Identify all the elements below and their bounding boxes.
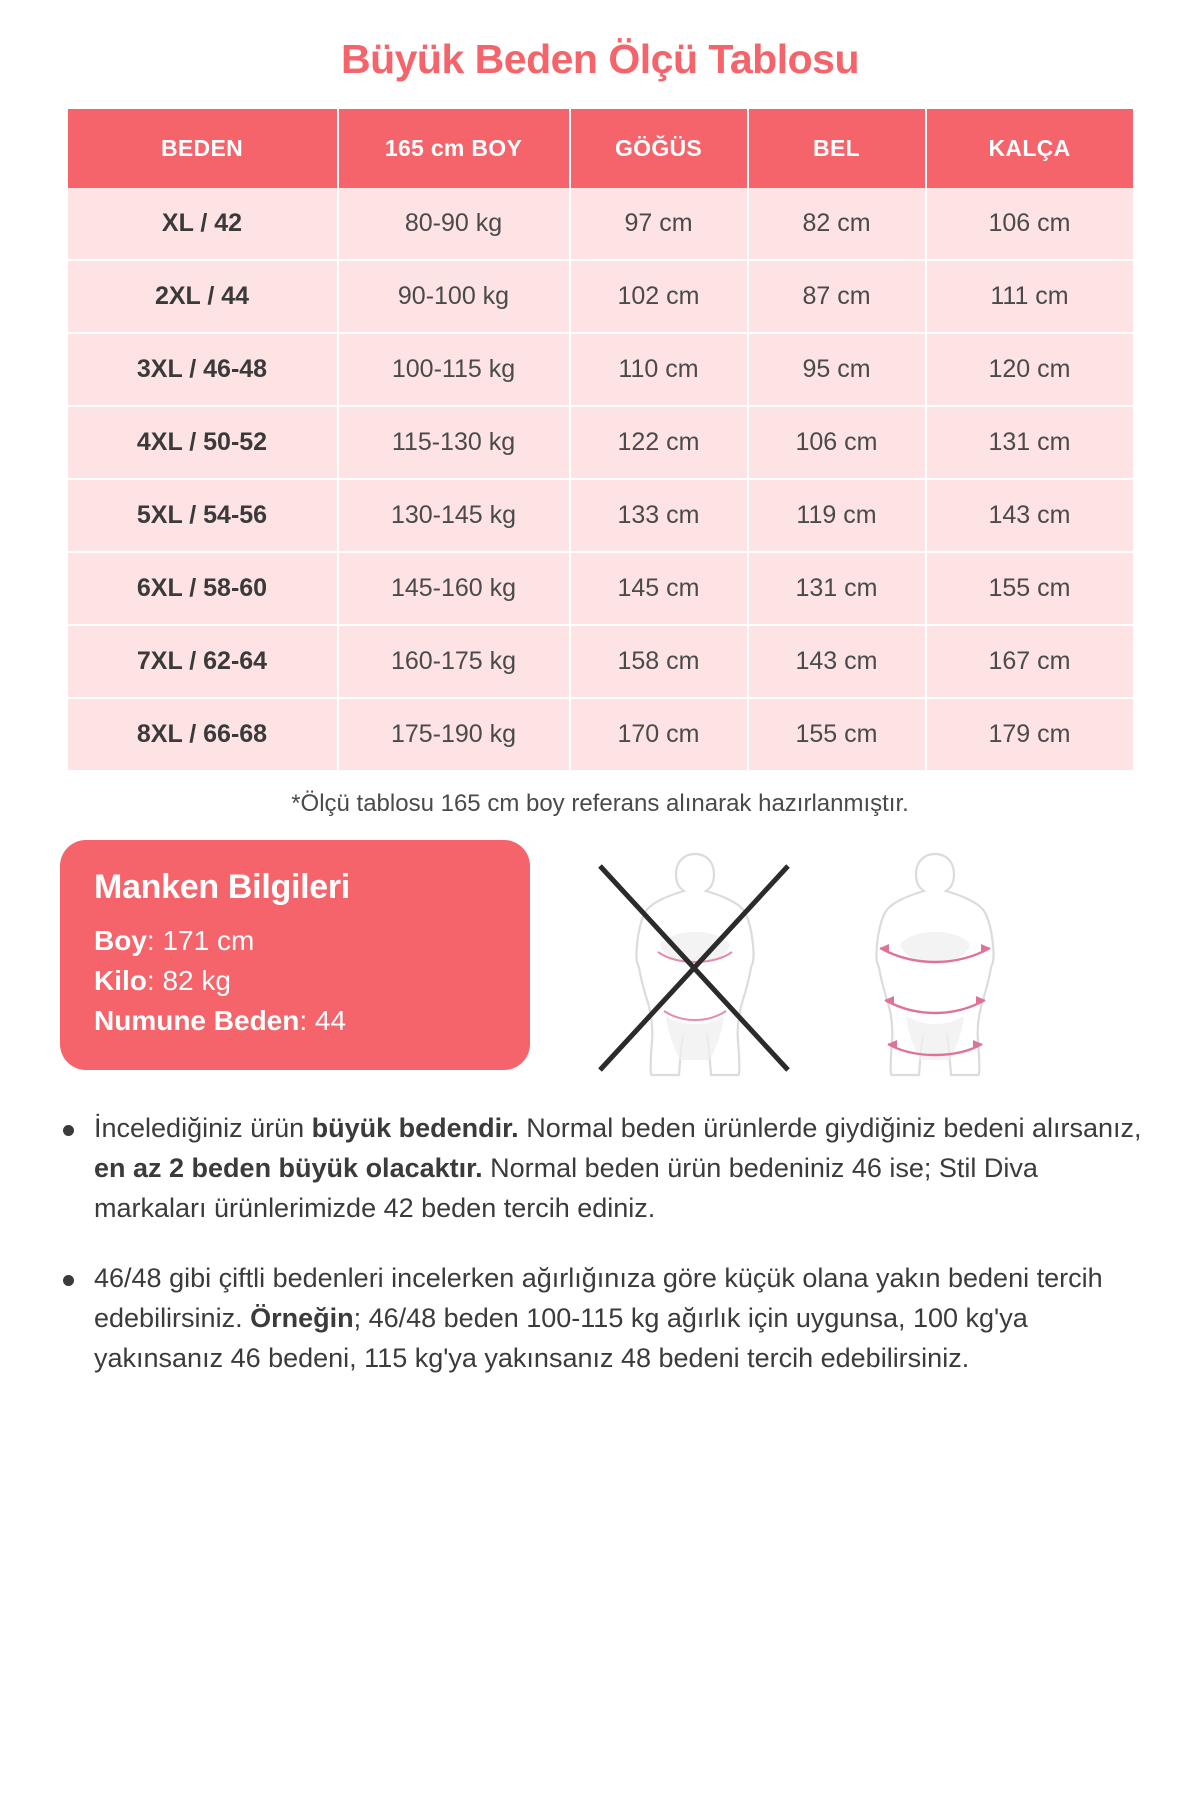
incorrect-measure-figure xyxy=(590,848,800,1083)
note-part: Normal beden ürünlerde giydiğiniz bedeni alırsanız, xyxy=(518,1113,1142,1143)
list-item xyxy=(63,1259,1145,1379)
model-sample-size-label: Numune Beden xyxy=(94,1004,300,1036)
note-part: 46/48 gibi çiftli bedenleri incelerken ağırlığınıza göre küçük olana yakın bedeni tercih edebilirsiniz. xyxy=(94,1262,1103,1333)
model-weight-value: : 82 kg xyxy=(146,964,231,996)
note-text xyxy=(94,1109,1145,1229)
table-row xyxy=(68,625,1133,698)
cell-boy: 175-190 kg xyxy=(338,698,570,771)
cell-kalca: 111 cm xyxy=(926,260,1133,333)
model-weight-label: Kilo xyxy=(94,964,147,996)
cell-boy: 130-145 kg xyxy=(338,479,570,552)
model-info-heading: Manken Bilgileri xyxy=(94,868,350,906)
cell-bel: 143 cm xyxy=(748,625,926,698)
column-header-gogus: GÖĞÜS xyxy=(570,109,748,188)
cell-boy: 90-100 kg xyxy=(338,260,570,333)
notes-list xyxy=(55,1109,1145,1379)
measurement-figures xyxy=(590,848,1040,1083)
model-sample-size xyxy=(94,1001,496,1041)
model-height xyxy=(94,921,496,961)
column-header-boy: 165 cm BOY xyxy=(338,109,570,188)
cell-bel: 155 cm xyxy=(748,698,926,771)
cell-beden: 8XL / 66-68 xyxy=(68,698,338,771)
cell-bel: 131 cm xyxy=(748,552,926,625)
cell-beden: 4XL / 50-52 xyxy=(68,406,338,479)
cell-gogus: 158 cm xyxy=(570,625,748,698)
size-table xyxy=(68,109,1133,772)
table-row xyxy=(68,552,1133,625)
column-header-kalca: KALÇA xyxy=(926,109,1133,188)
cell-beden: 5XL / 54-56 xyxy=(68,479,338,552)
cell-beden: 6XL / 58-60 xyxy=(68,552,338,625)
cell-boy: 100-115 kg xyxy=(338,333,570,406)
cell-boy: 145-160 kg xyxy=(338,552,570,625)
cell-gogus: 133 cm xyxy=(570,479,748,552)
table-row xyxy=(68,479,1133,552)
cell-bel: 106 cm xyxy=(748,406,926,479)
note-part: ; 46/48 beden 100-115 kg ağırlık için uygunsa, 100 kg'ya yakınsanız 46 bedeni, 115 kg'ya yakınsanız 48 bedeni tercih edebilirsiniz. xyxy=(94,1302,1028,1373)
cell-beden: 2XL / 44 xyxy=(68,260,338,333)
cell-kalca: 143 cm xyxy=(926,479,1133,552)
cell-bel: 95 cm xyxy=(748,333,926,406)
model-weight xyxy=(94,961,496,1001)
cell-kalca: 131 cm xyxy=(926,406,1133,479)
table-row xyxy=(68,333,1133,406)
cell-bel: 87 cm xyxy=(748,260,926,333)
page-title: Büyük Beden Ölçü Tablosu xyxy=(340,36,860,82)
note-part-bold: Örneğin xyxy=(250,1302,354,1333)
cell-beden: 7XL / 62-64 xyxy=(68,625,338,698)
cell-bel: 82 cm xyxy=(748,188,926,260)
cell-gogus: 145 cm xyxy=(570,552,748,625)
female-body-outline-icon xyxy=(590,848,800,1083)
female-body-outline-icon xyxy=(830,848,1040,1083)
cell-kalca: 167 cm xyxy=(926,625,1133,698)
cell-beden: XL / 42 xyxy=(68,188,338,260)
bullet-icon xyxy=(63,1275,74,1286)
cell-gogus: 110 cm xyxy=(570,333,748,406)
cell-beden: 3XL / 46-48 xyxy=(68,333,338,406)
cell-boy: 115-130 kg xyxy=(338,406,570,479)
note-part: Normal beden ürün bedeniniz 46 ise; Stil Diva markaları ürünlerimizde 42 beden tercih ediniz. xyxy=(94,1152,1038,1223)
cell-gogus: 170 cm xyxy=(570,698,748,771)
cell-boy: 160-175 kg xyxy=(338,625,570,698)
note-part-bold: büyük bedendir. xyxy=(311,1113,519,1143)
note-part-bold: en az 2 beden büyük olacaktır. xyxy=(94,1152,483,1183)
cell-gogus: 97 cm xyxy=(570,188,748,260)
cell-gogus: 122 cm xyxy=(570,406,748,479)
cell-kalca: 179 cm xyxy=(926,698,1133,771)
cell-bel: 119 cm xyxy=(748,479,926,552)
table-row xyxy=(68,406,1133,479)
table-footnote: *Ölçü tablosu 165 cm boy referans alınarak hazırlanmıştır. xyxy=(291,790,909,817)
cell-boy: 80-90 kg xyxy=(338,188,570,260)
bullet-icon xyxy=(63,1125,74,1136)
column-header-bel: BEL xyxy=(748,109,926,188)
correct-measure-figure xyxy=(830,848,1040,1083)
cell-kalca: 106 cm xyxy=(926,188,1133,260)
table-row xyxy=(68,188,1133,260)
model-and-figures-row xyxy=(50,840,1150,1083)
note-part: İncelediğiniz ürün xyxy=(94,1113,312,1143)
table-row xyxy=(68,698,1133,771)
model-height-value: : 171 cm xyxy=(146,925,255,956)
model-height-label: Boy xyxy=(94,925,147,956)
cell-kalca: 120 cm xyxy=(926,333,1133,406)
column-header-beden: BEDEN xyxy=(68,109,338,188)
model-info-card xyxy=(60,840,530,1070)
cell-gogus: 102 cm xyxy=(570,260,748,333)
model-sample-size-value: : 44 xyxy=(299,1004,347,1036)
list-item xyxy=(63,1109,1145,1229)
note-text xyxy=(94,1259,1145,1379)
cell-kalca: 155 cm xyxy=(926,552,1133,625)
table-row xyxy=(68,260,1133,333)
table-header-row xyxy=(68,109,1133,188)
